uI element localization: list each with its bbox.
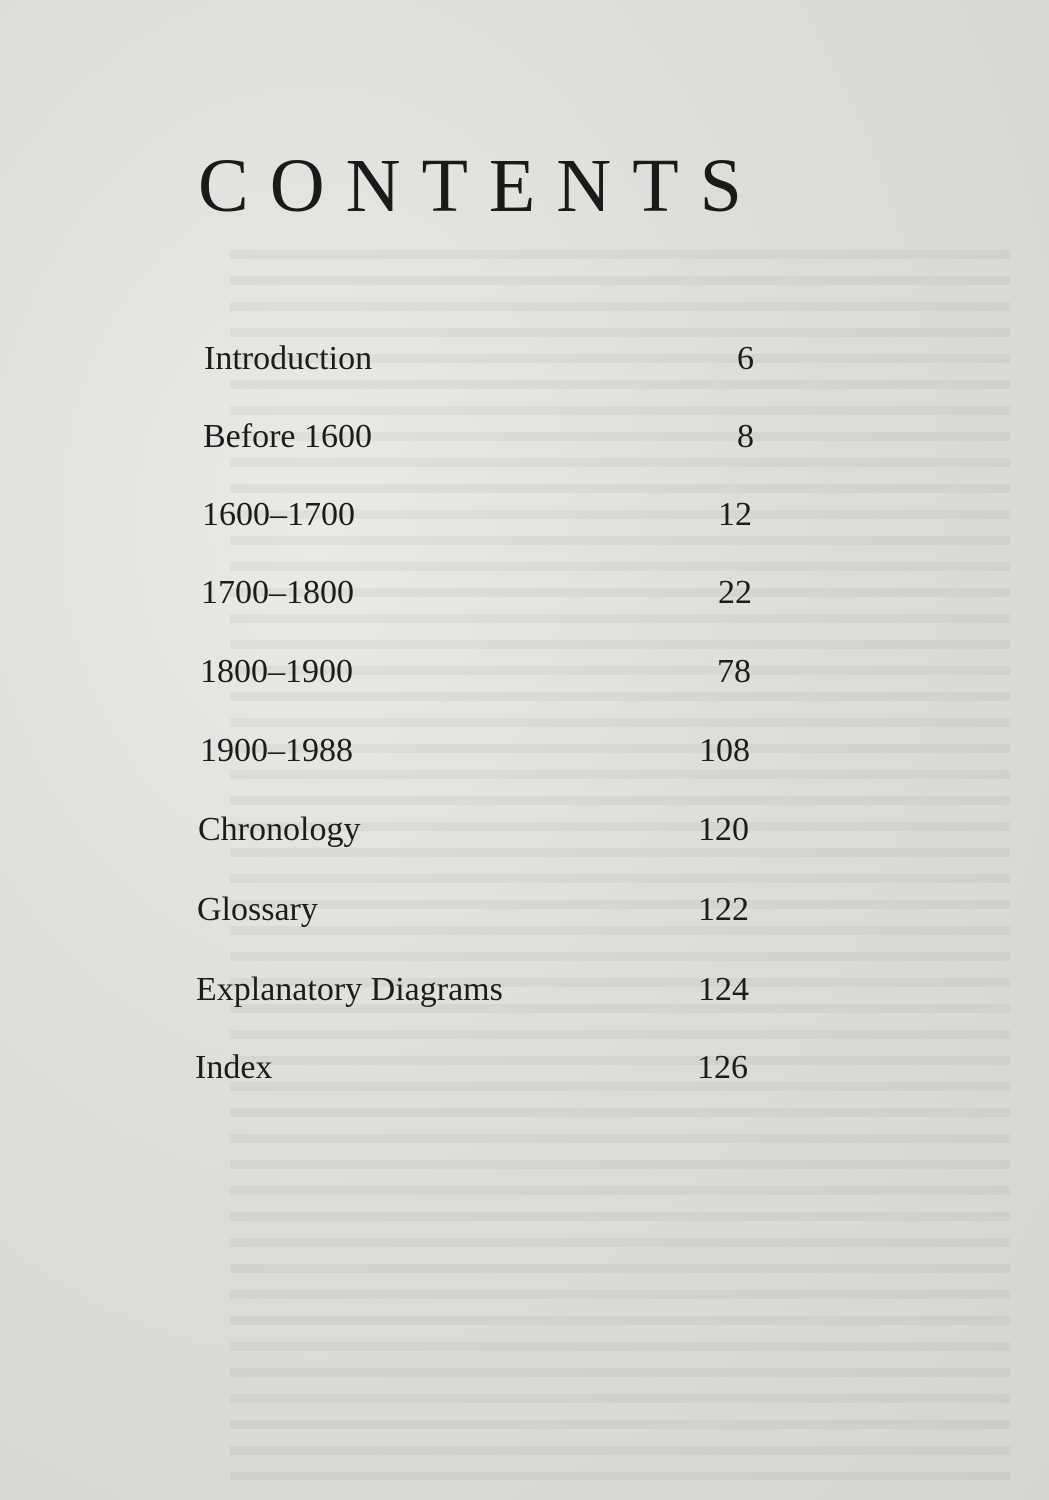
toc-entry-page: 78 (717, 653, 751, 690)
toc-entry (203, 412, 754, 462)
toc-entry (198, 805, 749, 855)
toc-entry (195, 1043, 748, 1093)
toc-entry (201, 568, 752, 618)
toc-entry-page: 124 (698, 971, 749, 1008)
toc-entry-page: 6 (737, 340, 754, 377)
toc-entry-label: Introduction (204, 340, 373, 377)
contents-heading: CONTENTS (198, 144, 763, 228)
toc-entry-label: Chronology (198, 811, 361, 848)
toc-entry-label: Index (195, 1049, 273, 1086)
toc-entry-page: 22 (718, 574, 752, 611)
toc-entry-page: 12 (718, 496, 752, 533)
toc-entry-label: Explanatory Diagrams (196, 971, 503, 1008)
toc-entry-label: 1600–1700 (202, 496, 355, 533)
toc-entry-page: 108 (699, 732, 750, 769)
toc-entry (200, 647, 751, 697)
toc-entry-page: 126 (697, 1049, 748, 1086)
toc-entry (202, 490, 752, 540)
toc-entry-label: Glossary (197, 891, 318, 928)
toc-entry (204, 334, 754, 384)
toc-entry-label: 1800–1900 (200, 653, 353, 690)
toc-entry-label: 1700–1800 (201, 574, 354, 611)
toc-entry (197, 885, 749, 935)
toc-entry-label: Before 1600 (203, 418, 373, 455)
toc-entry-label: 1900–1988 (200, 732, 353, 769)
toc-entry-page: 122 (698, 891, 749, 928)
toc-entry-page: 120 (698, 811, 749, 848)
toc-entry-page: 8 (737, 418, 754, 455)
toc-entry (200, 726, 750, 776)
toc-entry (196, 965, 749, 1015)
